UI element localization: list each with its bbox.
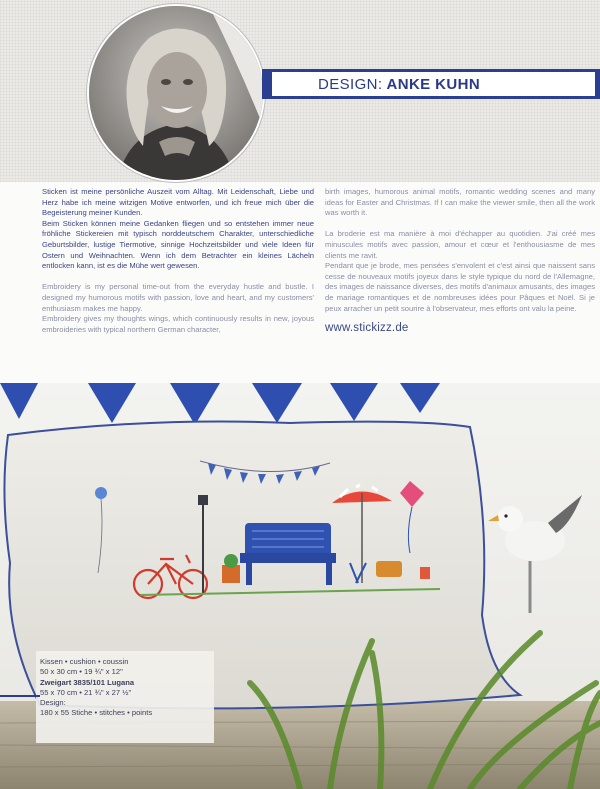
design-label: DESIGN: <box>318 76 383 93</box>
french-paragraph-2: Pendant que je brode, mes pensées s'envolent et c'est ainsi que naissent sans cesse de nouveaux motifs joyeux dans le style typique du nord de l'Allemagne, des images de naissance diverses, des motifs d'animaux amusants, des images de mariage romantiques et de nombreuses idées pour Pâques et Noël. Si je peux arracher un petit sourire à l'observateur, mes efforts ont valu la peine. <box>325 261 595 313</box>
text-column-right <box>325 187 595 314</box>
english-paragraph-1: Embroidery is my personal time-out from the everyday hustle and bustle. I designed my humorous motifs with passion, love and heart, and my customers' enthusiasm makes me happy. <box>42 282 314 313</box>
caption-accent-line <box>0 695 40 697</box>
english-paragraph-2: Embroidery gives my thoughts wings, which continuously results in new, joyous embroideries with typical northern German character, <box>42 314 314 334</box>
french-paragraph-1: La broderie est ma manière à moi d'échapper au quotidien. J'ai créé mes minuscules motifs avec passion, amour et cœur et l'enthousiasme de mes clients me ravit. <box>325 229 595 260</box>
caption-stitches: 180 x 55 Stiche • stitches • points <box>40 708 153 718</box>
designer-name: ANKE KUHN <box>386 76 481 93</box>
cushion-photo <box>0 383 600 789</box>
caption-item: Kissen • cushion • coussin <box>40 657 129 666</box>
designer-portrait <box>87 4 265 182</box>
german-paragraph-2: Beim Sticken können meine Gedanken fliegen und so entstehen immer neue fröhliche Stickereien mit typisch norddeutschem Charakter, unterschiedliche Geburtsbilder, lustige Tiermotive, sinnige Hochzeitsbilder und viele Ideen für Ostern und Weihnachten. Wenn ich dem Betrachter ein kleines Lächeln entlocken kann, ist es die Mühe wert gewesen. <box>42 218 314 271</box>
caption-design-label: Design: <box>40 698 66 708</box>
website-link[interactable]: www.stickizz.de <box>325 322 409 334</box>
caption-fabric-size: 55 x 70 cm • 21 ¾" x 27 ½" <box>40 687 132 697</box>
caption-fabric: Zweigart 3835/101 Lugana <box>40 677 135 687</box>
caption-size: 50 x 30 cm • 19 ¾" x 12" <box>40 667 123 677</box>
german-paragraph-1: Sticken ist meine persönliche Auszeit vom Alltag. Mit Leidenschaft, Liebe und Herz habe ich meine witzigen Motive entworfen, und ich freue mich über die Begeisterung meiner Kunden. <box>42 187 314 218</box>
english-paragraph-3: birth images, humorous animal motifs, romantic wedding scenes and many ideas for Easter and Christmas. If I can make the viewer smile, then all the work was worth it. <box>325 187 595 218</box>
design-title <box>318 74 480 96</box>
caption <box>40 657 208 719</box>
text-column-left <box>42 187 314 335</box>
